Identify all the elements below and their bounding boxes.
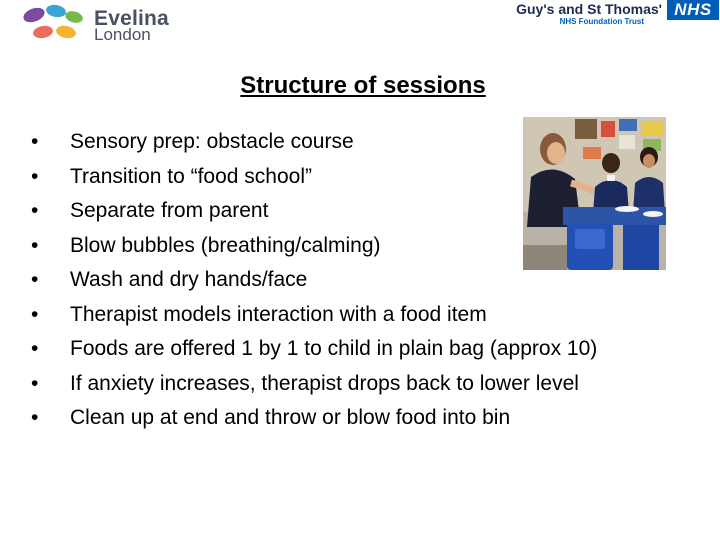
classroom-session-photo [523,117,666,270]
bullet-marker: • [31,268,39,291]
list-item-text: Transition to “food school” [70,164,313,188]
slide-title: Structure of sessions [240,72,486,99]
list-item-text: Blow bubbles (breathing/calming) [70,233,381,257]
bullet-marker: • [31,371,39,395]
list-item-text: If anxiety increases, therapist drops back to lower level [70,371,579,395]
bullet-marker: • [31,164,39,188]
trust-logo [490,0,720,30]
brand-name-line1: Evelina [94,7,169,30]
bullet-marker: • [31,233,39,257]
brand-name-line2: London [94,25,151,44]
bullet-marker: • [31,199,39,222]
trust-name: Guy's and St Thomas' [516,1,662,17]
bullet-marker: • [31,130,39,153]
bullet-marker: • [31,302,39,326]
bullet-marker: • [31,406,39,429]
list-item-text: Wash and dry hands/face [70,268,308,291]
list-item-text: Therapist models interaction with a food item [70,302,487,326]
list-item-text: Clean up at end and throw or blow food into bin [70,406,511,429]
bullet-marker: • [31,337,39,360]
nhs-badge: NHS [667,0,719,20]
evelina-london-logo [20,2,200,46]
evelina-petals-icon [20,2,88,46]
list-item-text: Foods are offered 1 by 1 to child in plain bag (approx 10) [70,337,598,360]
list-item-text: Separate from parent [70,199,269,222]
list-item-text: Sensory prep: obstacle course [70,130,354,153]
trust-subtitle: NHS Foundation Trust [559,17,644,26]
